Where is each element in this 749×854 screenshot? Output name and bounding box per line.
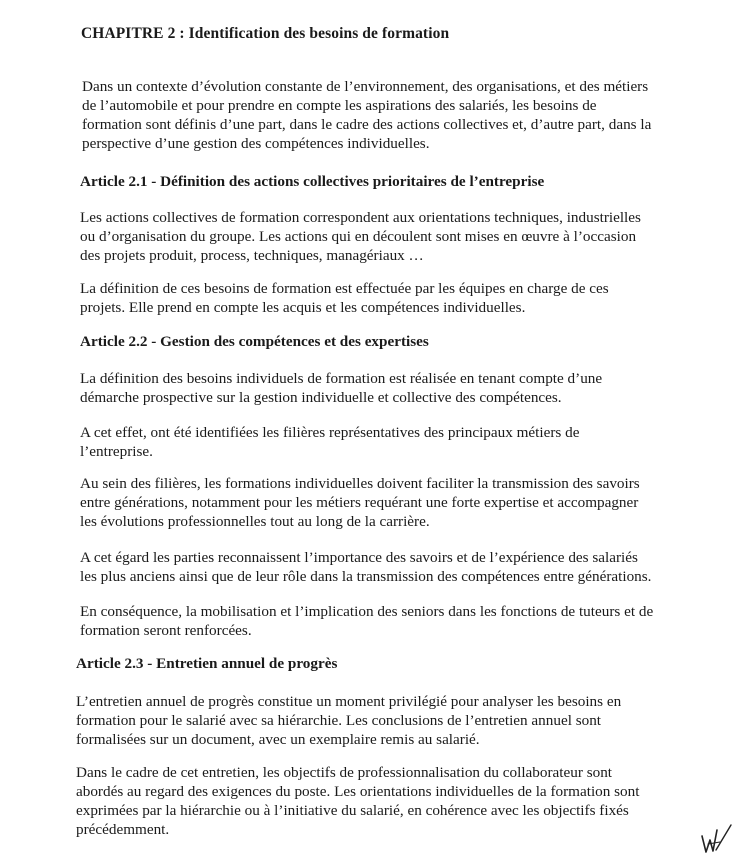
text-line: précédemment. [76,821,170,838]
article-2-3-heading: Article 2.3 - Entretien annuel de progrès [76,655,338,672]
text-line: ou d’organisation du groupe. Les actions qui en découlent sont mises en œuvre à l’occasion [80,228,637,245]
text-line: La définition de ces besoins de formation est effectuée par les équipes en charge de ces [80,280,609,297]
handwritten-initials [698,822,734,854]
text-line: abordés au regard des exigences du poste. Les orientations individuelles de la formation sont [76,783,640,800]
text-line: Les actions collectives de formation correspondent aux orientations techniques, industrielles [80,209,641,226]
text-line: Dans un contexte d’évolution constante de l’environnement, des organisations, et des métiers [82,78,649,95]
text-line: formalisées sur un document, avec un exemplaire remis au salarié. [76,731,480,748]
text-line: Au sein des filières, les formations individuelles doivent faciliter la transmission des savoirs [80,475,640,492]
chapter-title: CHAPITRE 2 : Identification des besoins de formation [81,25,450,42]
article-2-2-heading: Article 2.2 - Gestion des compétences et des expertises [80,333,429,350]
article-2-1-paragraph-2 [80,279,672,317]
text-line: démarche prospective sur la gestion individuelle et collective des compétences. [80,389,562,406]
text-line: A cet égard les parties reconnaissent l’importance des savoirs et de l’expérience des salariés [80,549,638,566]
text-line: perspective d’une gestion des compétences individuelles. [82,135,430,152]
text-line: projets. Elle prend en compte les acquis et les compétences individuelles. [80,299,526,316]
article-2-2-paragraph-1 [80,369,672,407]
text-line: les plus anciens ainsi que de leur rôle dans la transmission des compétences entre générations. [80,568,652,585]
text-line: La définition des besoins individuels de formation est réalisée en tenant compte d’une [80,370,603,387]
text-line: formation sont définis d’une part, dans le cadre des actions collectives et, d’autre part, dans la [82,116,652,133]
text-line: A cet effet, ont été identifiées les filières représentatives des principaux métiers de [80,424,580,441]
text-line: formation pour le salarié avec sa hiérarchie. Les conclusions de l’entretien annuel sont [76,712,602,729]
article-2-2-paragraph-2 [80,423,672,461]
text-line: les évolutions professionnelles tout au long de la carrière. [80,513,430,530]
article-2-3-paragraph-1 [76,692,670,749]
text-line: de l’automobile et pour prendre en compte les aspirations des salariés, les besoins de [82,97,597,114]
intro-paragraph [82,77,672,153]
text-line: entre générations, notamment pour les métiers requérant une forte expertise et accompagner [80,494,639,511]
text-line: l’entreprise. [80,443,153,460]
text-line: En conséquence, la mobilisation et l’implication des seniors dans les fonctions de tuteurs et de [80,603,654,620]
article-2-1-heading: Article 2.1 - Définition des actions collectives prioritaires de l’entreprise [80,173,545,190]
article-2-2-paragraph-5 [80,602,672,640]
text-line: L’entretien annuel de progrès constitue un moment privilégié pour analyser les besoins en [76,693,622,710]
text-line: formation seront renforcées. [80,622,252,639]
text-line: des projets produit, process, techniques, managériaux … [80,247,424,264]
article-2-3-paragraph-2 [76,763,670,839]
text-line: Dans le cadre de cet entretien, les objectifs de professionnalisation du collaborateur sont [76,764,613,781]
article-2-1-paragraph-1 [80,208,672,265]
text-line: exprimées par la hiérarchie ou à l’initiative du salarié, en cohérence avec les objectifs fixés [76,802,629,819]
article-2-2-paragraph-4 [80,548,672,586]
article-2-2-paragraph-3 [80,474,672,531]
